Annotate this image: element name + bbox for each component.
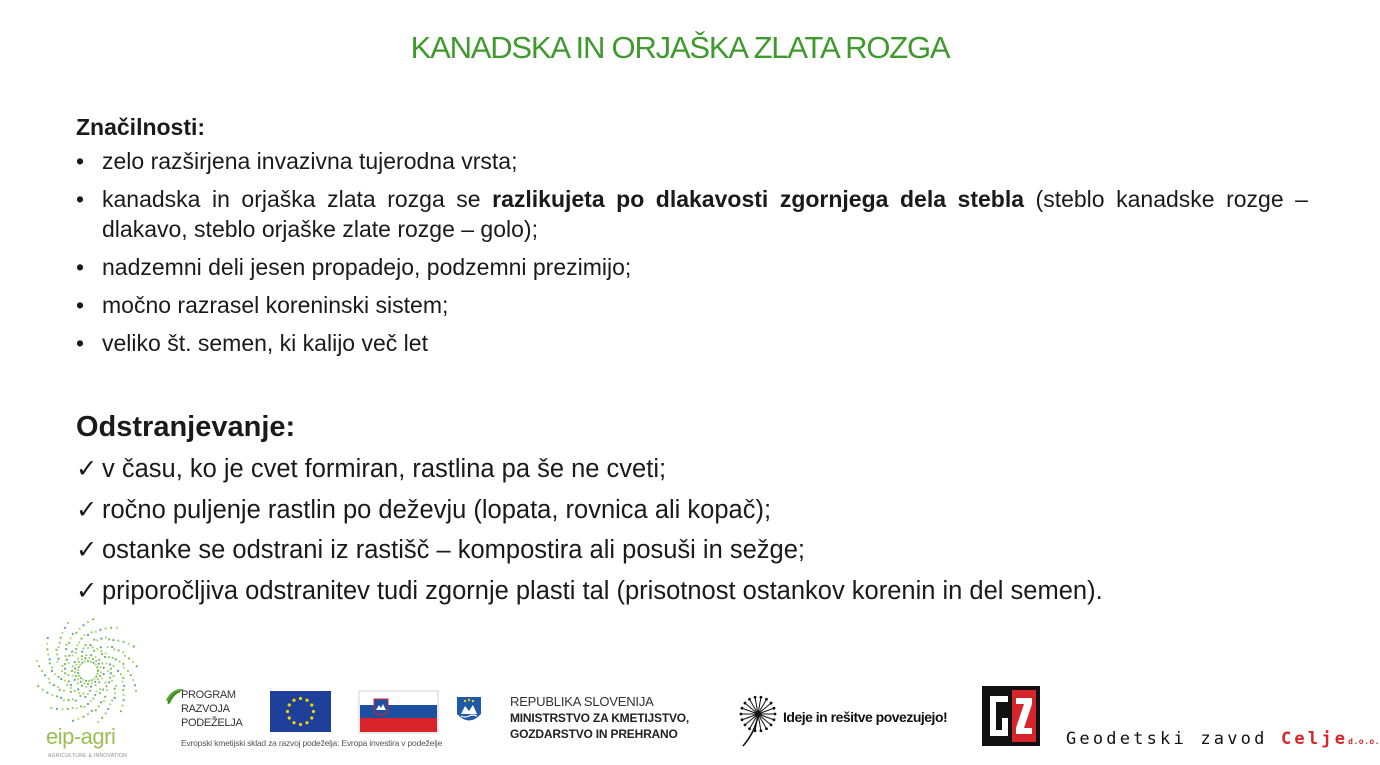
program-logo-text: PROGRAM RAZVOJA PODEŽELJA (181, 689, 243, 729)
checkmark-icon: ✓ (76, 495, 98, 524)
removal-list (76, 452, 1316, 614)
slovenia-coat-of-arms-icon (456, 694, 482, 728)
fund-caption: Evropski kmetijski sklad za razvoj podeželja: Evropa investira v podeželje (181, 738, 443, 748)
bullet-icon: • (76, 254, 85, 280)
characteristics-heading: Značilnosti: (76, 114, 206, 140)
eip-agri-logo-icon (34, 616, 142, 726)
bullet-icon: • (76, 186, 85, 212)
list-item: • nadzemni deli jesen propadejo, podzemni prezimijo; (76, 254, 632, 280)
list-item: ✓ v času, ko je cvet formiran, rastlina pa še ne cveti; (76, 452, 1316, 486)
bullet-icon: • (76, 292, 85, 318)
bullet-icon: • (76, 330, 85, 356)
characteristics-list (76, 146, 1308, 366)
list-item: ✓ priporočljiva odstranitev tudi zgornje plasti tal (prisotnost ostankov korenin in del semen). (76, 574, 1316, 608)
bullet-icon: • (76, 148, 85, 174)
removal-heading: Odstranjevanje: (76, 411, 296, 443)
list-item: • veliko št. semen, ki kalijo več let (76, 330, 428, 356)
checkmark-icon: ✓ (76, 576, 98, 605)
ministry-logo-text: REPUBLIKA SLOVENIJA MINISTRSTVO ZA KMETIJSTVO, GOZDARSTVO IN PREHRANO (510, 694, 690, 741)
sponsor-logos (0, 612, 1380, 765)
checkmark-icon: ✓ (76, 536, 98, 564)
emphasis-text: razlikujeta po dlakavosti zgornjega dela stebla (492, 186, 1025, 212)
slogan-text: Ideje in rešitve povezujejo! (783, 709, 948, 725)
checkmark-icon: ✓ (76, 455, 98, 483)
list-item: • močno razrasel koreninski sistem; (76, 292, 449, 318)
eip-agri-logo-subtitle: AGRICULTURE & INNOVATION (48, 753, 128, 759)
eip-agri-logo-text: eip-agri (46, 724, 116, 749)
list-item: • kanadska in orjaška zlata rozga se razlikujeta po dlakavosti zgornjega dela stebla (steblo kanadske rozge – dlakavo, steblo orjaške zlate rozge – golo); (76, 186, 1308, 242)
slide-title: KANADSKA IN ORJAŠKA ZLATA ROZGA (410, 30, 950, 65)
company-name: Geodetski zavod Celjed.o.o. (1066, 729, 1380, 749)
dandelion-icon (735, 690, 781, 748)
list-item: • zelo razširjena invazivna tujerodna vrsta; (76, 148, 518, 174)
slovenia-flag-icon (358, 690, 439, 734)
list-item: ✓ ročno puljenje rastlin po deževju (lopata, rovnica ali kopač); (76, 493, 1316, 527)
eu-flag-icon (270, 691, 331, 732)
geodetski-zavod-logo-icon (982, 686, 1040, 746)
list-item: ✓ ostanke se odstrani iz rastišč – kompostira ali posuši in sežge; (76, 533, 1316, 567)
